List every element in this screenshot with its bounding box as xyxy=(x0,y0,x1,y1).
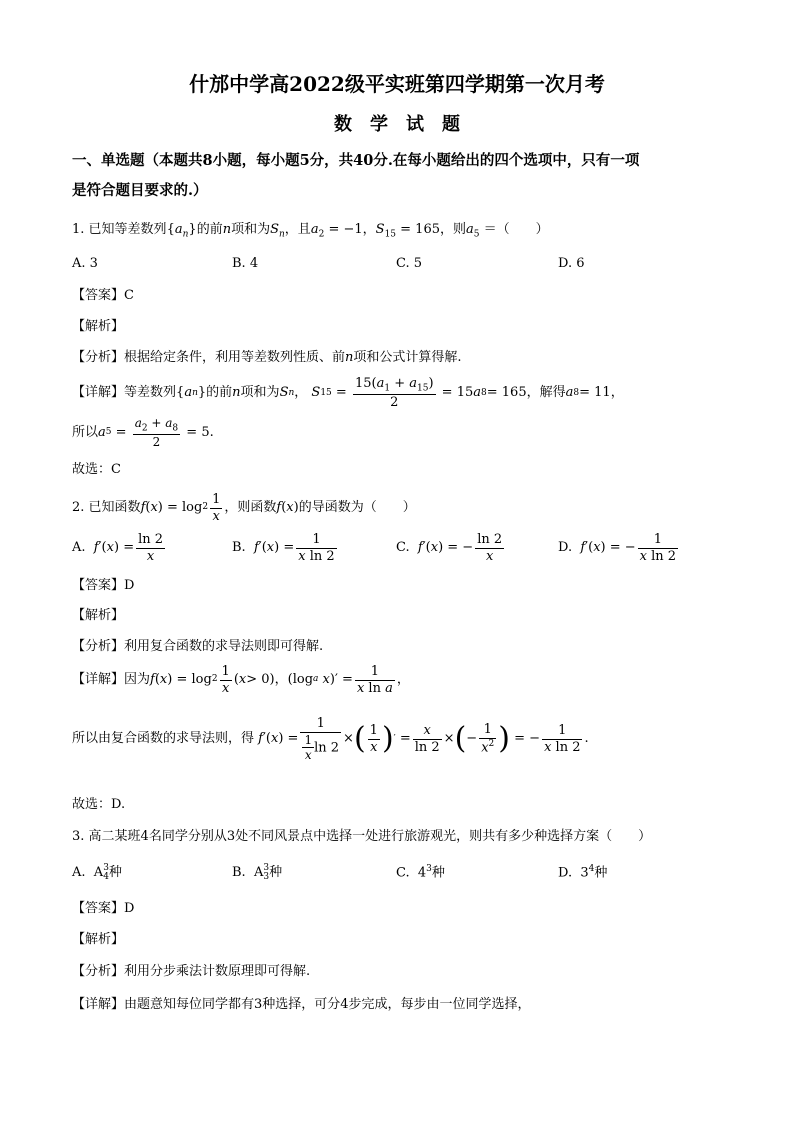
q2-compound-fraction: 1 $\frac{1}{x}$ ln 2 xyxy=(300,716,341,762)
q2-option-d: D. f ′( x ) = − $\frac{1}{\text{x ln 2}}$ xyxy=(558,532,677,564)
q3-detail xyxy=(72,997,531,1013)
q1-option-a: A. 3 xyxy=(72,256,98,271)
fenxi-label: 【分析】 xyxy=(72,350,125,365)
q1-a5-fraction: $\frac{a_2 + a_8}{2}$ xyxy=(134,416,179,450)
q1-stem-text: 项和为 xyxy=(231,222,271,237)
q1-number: 1. xyxy=(72,222,85,237)
q1-detail-line2: 所以 a 5 = $\frac{a_2 + a_8}{2}$ = 5. xyxy=(72,416,214,450)
q1-option-d: D. 6 xyxy=(558,256,585,271)
q3-fenxi-text: 利用分步乘法计数原理即可得解. xyxy=(124,964,311,979)
q2-number: 2. xyxy=(72,499,85,515)
q3-analysis-label: 【解析】 xyxy=(72,932,125,947)
q1-option-c: C. 5 xyxy=(396,256,423,271)
q1-detail-text: 所以 xyxy=(72,424,99,440)
q3-number: 3. xyxy=(72,829,85,844)
q2-choose xyxy=(72,797,125,813)
detail-label: 【详解】 xyxy=(72,671,125,687)
q3-option-letter: A. xyxy=(72,865,86,881)
q1-answer xyxy=(72,288,134,304)
q3-option-d: D. $3^4$种 xyxy=(558,864,608,881)
q2-detail-text: ， xyxy=(274,671,288,687)
q1-answer-value: C xyxy=(124,288,134,303)
q3-unit: 种 xyxy=(269,865,283,881)
q3-stem-text: 高二某班4名同学分别从3处不同风景点中选择一处进行旅游观光，则共有多少种选择方案（ ） xyxy=(88,829,652,844)
q1-stem-text: 的前 xyxy=(196,222,223,237)
fenxi-label: 【分析】 xyxy=(72,639,125,654)
choose-label: 故选： xyxy=(72,797,112,812)
q1-fenxi-text: 项和公式计算得解. xyxy=(353,350,462,365)
q2-stem-text: ，则函数 xyxy=(224,499,277,515)
q1-detail-text: ，解得 xyxy=(526,385,566,401)
q1-sum-fraction: $\frac{15(a_1 + a_{15})}{2}$ xyxy=(354,376,434,411)
q2-fenxi-text: 利用复合函数的求导法则即可得解. xyxy=(124,639,324,654)
q1-detail-text: ， xyxy=(294,385,308,401)
q1-analysis-label: 【解析】 xyxy=(72,319,125,334)
q1-choose-value: C xyxy=(111,462,121,477)
q3-option-a: A. A 3 4 种 xyxy=(72,863,122,882)
q2-choose-value: D. xyxy=(111,797,126,812)
q1-stem-text: ，则 xyxy=(440,222,467,237)
q2-option-a: A. f ′( x ) = $\frac{\ln 2}{x}$ xyxy=(72,532,164,564)
q1-detail-text: ， xyxy=(610,385,624,401)
q2-answer-value: D xyxy=(124,578,135,593)
page-subtitle: 数 学 试 题 xyxy=(334,114,460,135)
q3-unit: 种 xyxy=(431,865,445,881)
answer-label: 【答案】 xyxy=(72,288,125,303)
q1-option-b: B. 4 xyxy=(232,256,259,271)
q1-fenxi-text: 根据给定条件，利用等差数列性质、前 xyxy=(124,350,346,365)
answer-label: 【答案】 xyxy=(72,578,125,593)
q1-choose xyxy=(72,462,121,478)
q3-stem xyxy=(72,829,651,845)
choose-label: 故选： xyxy=(72,462,112,477)
q3-option-letter: C. xyxy=(396,865,410,881)
q1-fenxi: 【分析】根据给定条件，利用等差数列性质、前n项和公式计算得解. xyxy=(72,350,462,365)
q2-stem: 2. 已知函数 f ( x ) = log 2 $\frac{1}{x}$ ，则函数 f ( x ) 的导函数为（ ） xyxy=(72,492,416,524)
q3-option-b: B. A 3 3 种 xyxy=(232,863,283,882)
q1-stem-text: ＝（ ） xyxy=(483,222,549,237)
q2-detail-text: 所以由复合函数的求导法则，得 xyxy=(72,731,255,747)
q3-option-letter: D. xyxy=(558,865,573,881)
q2-stem-text: 的导函数为（ ） xyxy=(298,499,416,515)
answer-label: 【答案】 xyxy=(72,901,125,916)
fenxi-label: 【分析】 xyxy=(72,964,125,979)
detail-label: 【详解】 xyxy=(72,385,125,401)
section-heading-line1: 一、单选题（本题共8小题，每小题5分，共40分.在每小题给出的四个选项中，只有一项 xyxy=(72,152,640,169)
q2-detail-line2: 所以由复合函数的求导法则，得 f ′( x ) = 1 $\frac{1}{x}$ ln 2 × ( $\frac{1}{x}$ ) ′ = $\frac{x}{\ln 2}$ × ( − $\frac{1}{x^2}$ ) = − $\frac{1}{\text{x ln 2}}$ . xyxy=(72,716,589,762)
q3-unit: 种 xyxy=(594,865,608,881)
q1-detail: 【详解】 等差数列 { a n } 的前 n 项和为 S n ， S 15 = $\frac{15(a_1 + a_{15})}{2}$ = 15 a 8 = 165 ，解得 a 8 = 11 ， xyxy=(72,376,624,411)
q2-detail-text: ， xyxy=(396,671,410,687)
q2-answer xyxy=(72,578,134,594)
page-title: 什邡中学高2022级平实班第四学期第一次月考 xyxy=(189,72,605,96)
q2-option-b: B. f ′( x ) = $\frac{1}{\text{x ln 2}}$ xyxy=(232,532,335,564)
q3-answer xyxy=(72,901,134,917)
q3-fenxi xyxy=(72,964,310,980)
q3-answer-value: D xyxy=(124,901,135,916)
q1-stem-text: ，且 xyxy=(284,222,311,237)
q2-fenxi xyxy=(72,639,323,655)
q2-analysis-label: 【解析】 xyxy=(72,608,125,623)
q2-option-c: C. f ′( x ) = − $\frac{\ln 2}{x}$ xyxy=(396,532,503,564)
section-heading-line2: 是符合题目要求的.） xyxy=(72,182,208,199)
q1-detail-text: 项和为 xyxy=(240,385,280,401)
q1-stem-text: ， xyxy=(362,222,376,237)
q2-stem-fraction: $\frac{1}{x}$ xyxy=(212,492,221,524)
q1-stem: 1. 已知等差数列$\{a_n\}$的前n项和为$S_n$，且$a_2 = -1$，$S_{15} = 165$，则$a_5$ ＝（ ） xyxy=(72,222,549,240)
q2-detail: 【详解】 因为 f ( x ) = log 2 $\frac{1}{x}$ ( x > 0) ， (log a x )′ = $\frac{1}{\text{x ln a}}$ ， xyxy=(72,664,410,696)
q3-option-c: C. $4^3$种 xyxy=(396,864,445,881)
q2-stem-text: 已知函数 xyxy=(88,499,141,515)
q2-detail-text: 因为 xyxy=(124,671,151,687)
detail-label: 【详解】 xyxy=(72,997,125,1012)
q1-detail-text: 等差数列 xyxy=(124,385,177,401)
q3-detail-text: 由题意知每位同学都有3种选择，可分4步完成，每步由一位同学选择， xyxy=(124,997,531,1012)
q1-stem-text: 已知等差数列 xyxy=(88,222,167,237)
q3-unit: 种 xyxy=(108,865,122,881)
q1-detail-text: 的前 xyxy=(206,385,233,401)
q3-option-letter: B. xyxy=(232,865,246,881)
